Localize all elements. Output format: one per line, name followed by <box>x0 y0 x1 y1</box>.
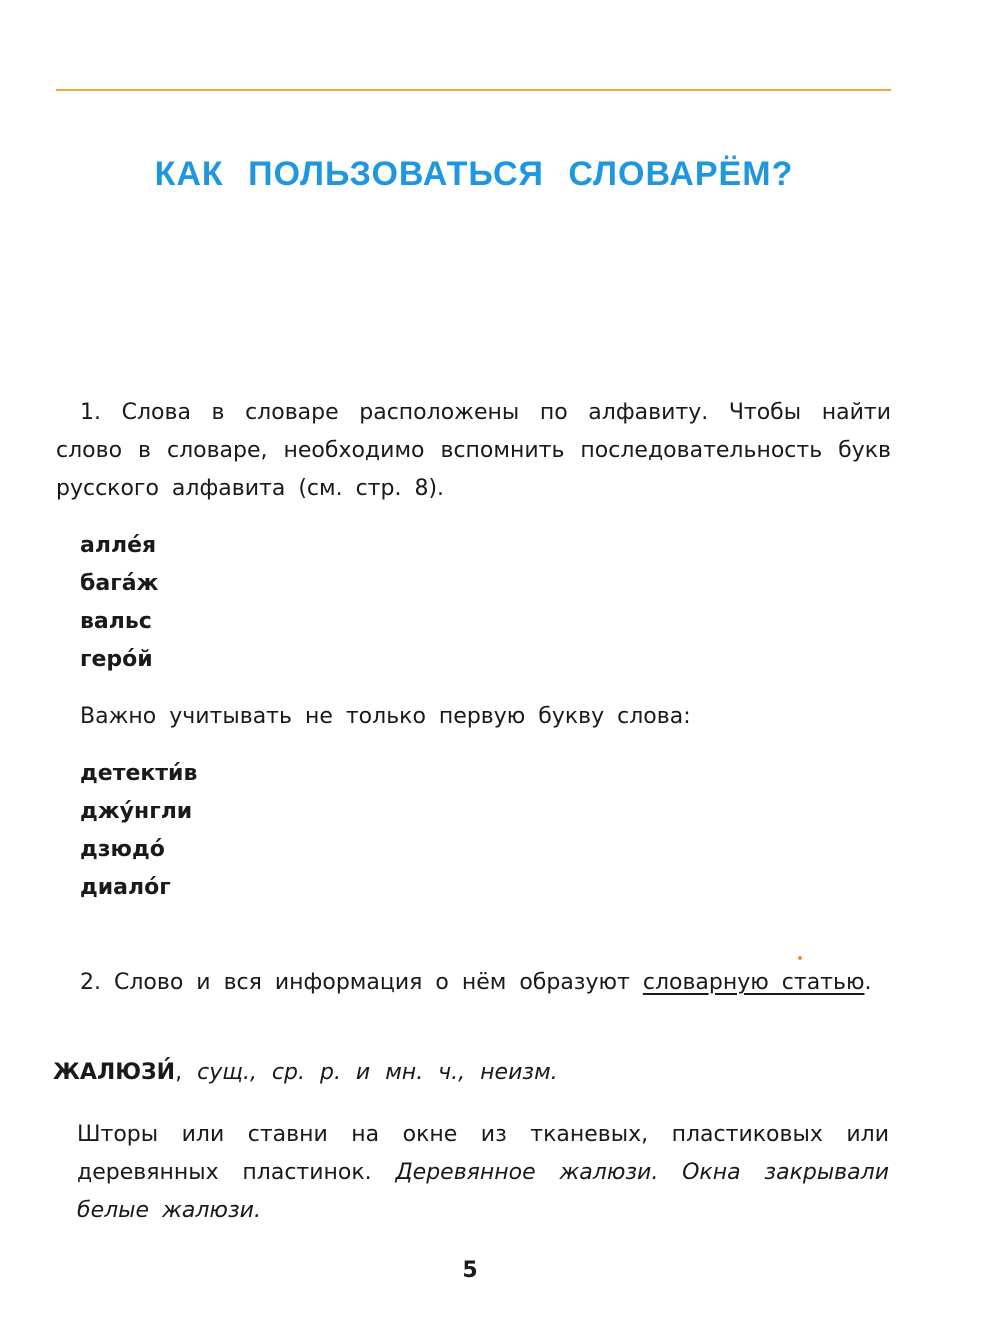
note-text: Важно учитывать не только первую букву слова: <box>80 704 691 729</box>
page-title: КАК ПОЛЬЗОВАТЬСЯ СЛОВАРЁМ? <box>154 154 794 193</box>
section-2-end: . <box>864 970 872 995</box>
dictionary-entry-term: словарную статью <box>642 970 865 995</box>
example-word: диало́г <box>80 875 171 900</box>
top-divider <box>56 89 891 91</box>
page-number: 5 <box>462 1258 478 1283</box>
entry-header: ЖАЛЮЗИ́, сущ., ср. р. и мн. ч., неизм. <box>53 1060 558 1085</box>
entry-grammar: сущ., ср. р. и мн. ч., неизм. <box>197 1060 558 1085</box>
usage-examples: Деревянное жалюзи. Окна закрывали белые жалюзи. <box>77 1160 889 1223</box>
decorative-dot <box>798 956 802 960</box>
definition-text: Шторы или ставни на окне из тканевых, пластиковых или деревянных пластинок. <box>77 1122 889 1185</box>
section-1-text: 1. Слова в словаре расположены по алфавиту. Чтобы найти слово в словаре, необходимо вспомнить последовательность букв русского алфавита (см. стр. 8). <box>56 400 891 501</box>
example-word: дзюдо́ <box>80 837 165 862</box>
example-word: джу́нгли <box>80 799 193 824</box>
example-word: геро́й <box>80 647 153 672</box>
example-word: алле́я <box>80 533 157 558</box>
example-word: бага́ж <box>80 571 159 596</box>
section-2-lead: 2. Слово и вся информация о нём образуют <box>80 970 643 995</box>
entry-headword: ЖАЛЮЗИ́ <box>53 1060 176 1085</box>
entry-definition <box>77 1116 889 1230</box>
example-word: вальс <box>80 609 152 634</box>
example-word: детекти́в <box>80 761 198 786</box>
section-2-text <box>56 964 891 1002</box>
